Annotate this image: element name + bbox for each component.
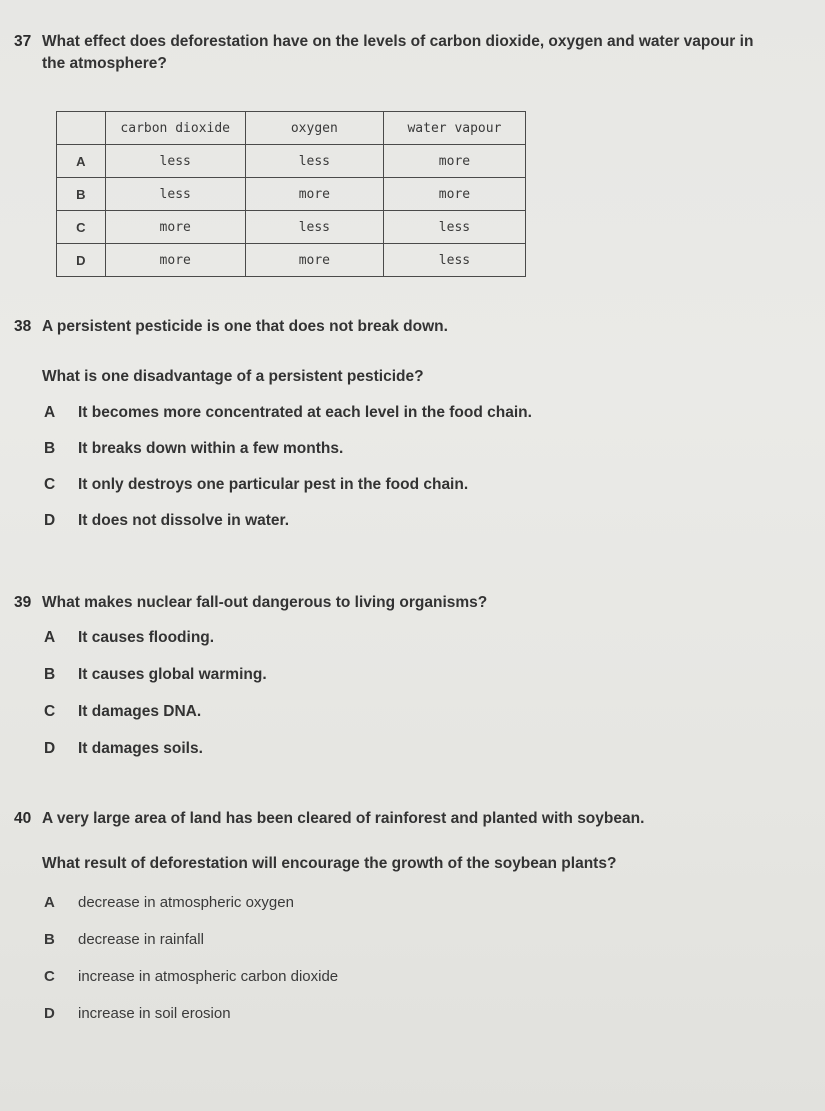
option-letter: A bbox=[44, 629, 56, 646]
table-cell: less bbox=[383, 211, 525, 244]
option-letter: D bbox=[44, 1005, 55, 1022]
option-a[interactable] bbox=[44, 627, 267, 649]
option-text: decrease in rainfall bbox=[78, 931, 204, 948]
table-cell: less bbox=[105, 145, 245, 178]
option-text: It does not dissolve in water. bbox=[78, 512, 290, 529]
question-38 bbox=[14, 316, 819, 338]
option-text: It only destroys one particular pest in the food chain. bbox=[78, 476, 469, 493]
question-text: A very large area of land has been cleared of rainforest and planted with soybean. bbox=[42, 810, 645, 827]
question-40-line bbox=[14, 808, 819, 830]
option-d[interactable] bbox=[44, 1003, 338, 1025]
question-text: A persistent pesticide is one that does not break down. bbox=[42, 318, 448, 335]
question-number: 37 bbox=[14, 33, 32, 50]
question-38-line bbox=[14, 316, 819, 338]
option-a[interactable] bbox=[44, 892, 338, 914]
option-b[interactable] bbox=[44, 664, 267, 686]
table-cell: more bbox=[105, 211, 245, 244]
option-letter: A bbox=[44, 894, 55, 911]
option-letter: C bbox=[44, 703, 56, 720]
question-text: What makes nuclear fall-out dangerous to living organisms? bbox=[42, 594, 488, 611]
table-cell: more bbox=[383, 145, 525, 178]
option-a[interactable] bbox=[44, 402, 532, 424]
header-carbon-dioxide: carbon dioxide bbox=[105, 112, 245, 145]
answer-table bbox=[56, 111, 526, 277]
question-38-stem: What is one disadvantage of a persistent pesticide? bbox=[42, 368, 424, 385]
table-cell: more bbox=[245, 178, 383, 211]
option-d[interactable] bbox=[44, 510, 532, 532]
question-40-stem: What result of deforestation will encourage the growth of the soybean plants? bbox=[42, 855, 617, 872]
header-oxygen: oxygen bbox=[245, 112, 383, 145]
option-letter: D bbox=[44, 512, 56, 529]
option-b[interactable] bbox=[44, 929, 338, 951]
option-d[interactable] bbox=[44, 738, 267, 760]
option-text: decrease in atmospheric oxygen bbox=[78, 894, 294, 911]
option-letter: D bbox=[44, 740, 56, 757]
table-row bbox=[57, 211, 526, 244]
option-text: It damages DNA. bbox=[78, 703, 202, 720]
option-text: It damages soils. bbox=[78, 740, 203, 757]
option-c[interactable] bbox=[44, 966, 338, 988]
option-letter: B bbox=[44, 440, 56, 457]
question-40 bbox=[14, 808, 819, 830]
table-header-row bbox=[57, 112, 526, 145]
header-water-vapour: water vapour bbox=[383, 112, 525, 145]
table-cell: more bbox=[383, 178, 525, 211]
question-text: What effect does deforestation have on the levels of carbon dioxide, oxygen and water vapour in bbox=[42, 33, 754, 50]
table-corner bbox=[57, 112, 106, 145]
option-text: increase in soil erosion bbox=[78, 1005, 231, 1022]
table-cell: less bbox=[105, 178, 245, 211]
option-letter: B bbox=[44, 666, 56, 683]
option-b[interactable] bbox=[44, 438, 532, 460]
question-37-line1 bbox=[14, 31, 819, 53]
option-c[interactable] bbox=[44, 701, 267, 723]
table-cell: more bbox=[245, 244, 383, 277]
question-text-continued: the atmosphere? bbox=[42, 55, 167, 72]
question-number: 40 bbox=[14, 810, 32, 827]
table-cell: less bbox=[245, 145, 383, 178]
option-text: increase in atmospheric carbon dioxide bbox=[78, 968, 339, 985]
table-row bbox=[57, 145, 526, 178]
row-label: D bbox=[57, 244, 106, 277]
question-39 bbox=[14, 592, 819, 614]
option-letter: C bbox=[44, 968, 55, 985]
table-cell: less bbox=[383, 244, 525, 277]
row-label: A bbox=[57, 145, 106, 178]
table-row bbox=[57, 244, 526, 277]
option-text: It causes global warming. bbox=[78, 666, 267, 683]
table-cell: less bbox=[245, 211, 383, 244]
question-39-options bbox=[44, 627, 267, 760]
option-text: It breaks down within a few months. bbox=[78, 440, 344, 457]
question-40-options bbox=[44, 892, 338, 1025]
question-number: 39 bbox=[14, 594, 32, 611]
option-letter: B bbox=[44, 931, 55, 948]
table-cell: more bbox=[105, 244, 245, 277]
table-row bbox=[57, 178, 526, 211]
question-39-line bbox=[14, 592, 819, 614]
option-text: It becomes more concentrated at each level in the food chain. bbox=[78, 404, 532, 421]
question-number: 38 bbox=[14, 318, 32, 335]
row-label: B bbox=[57, 178, 106, 211]
option-letter: C bbox=[44, 476, 56, 493]
option-text: It causes flooding. bbox=[78, 629, 215, 646]
option-c[interactable] bbox=[44, 474, 532, 496]
question-38-options bbox=[44, 402, 532, 532]
row-label: C bbox=[57, 211, 106, 244]
option-letter: A bbox=[44, 404, 56, 421]
question-37 bbox=[14, 31, 819, 75]
